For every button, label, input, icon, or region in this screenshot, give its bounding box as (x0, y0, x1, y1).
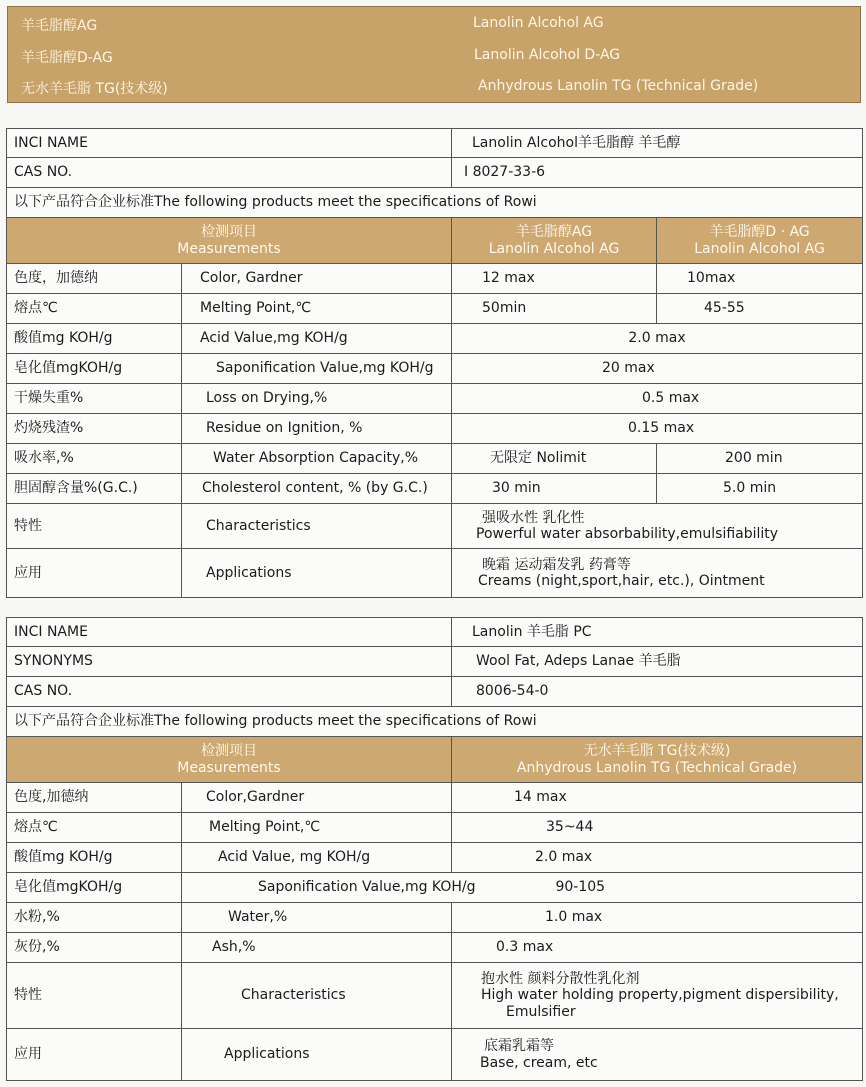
spec-note: 以下产品符合企业标准The following products meet the specifications of Rowi (7, 707, 863, 737)
row-label-en: Color,Gardner (182, 783, 452, 813)
row-label-cn: 水粉,% (7, 903, 182, 933)
spec-note: 以下产品符合企业标准The following products meet the specifications of Rowi (7, 188, 863, 218)
row-value: 12 max (452, 264, 657, 294)
row-label-cn: 灰份,% (7, 933, 182, 963)
measurements-header-en: Measurements (177, 240, 281, 257)
table-row (7, 783, 863, 813)
row-en-and-value (182, 873, 863, 903)
table-row (7, 384, 863, 414)
inci-name-label: INCI NAME (7, 129, 452, 158)
measurements-header-cn: 检测项目 (201, 743, 257, 760)
characteristics-label-en: Characteristics (182, 963, 452, 1029)
synonyms-label: SYNONYMS (7, 647, 452, 677)
row-value: 35~44 (452, 813, 863, 843)
applications-label-cn: 应用 (7, 549, 182, 598)
banner-cn-2: 羊毛脂醇D-AG (21, 50, 113, 66)
row-value: 5.0 min (657, 474, 863, 504)
inci-name-label: INCI NAME (7, 618, 452, 647)
applications-value-en: Base, cream, etc (480, 1054, 598, 1071)
table-row (7, 933, 863, 963)
lanolin-alcohol-spec-table (6, 128, 863, 598)
characteristics-value (452, 963, 863, 1029)
row-value: 10max (657, 264, 863, 294)
table-row (7, 963, 863, 1029)
row-label-en: Water Absorption Capacity,% (182, 444, 452, 474)
row-value: 20 max (452, 354, 863, 384)
row-value: 1.0 max (452, 903, 863, 933)
characteristics-value-en-2: Emulsifier (506, 1003, 576, 1020)
characteristics-label-en: Characteristics (182, 504, 452, 549)
col1-header-cn: 羊毛脂醇AG (515, 224, 593, 241)
row-label-en: Ash,% (182, 933, 452, 963)
row-label-cn: 皂化值mgKOH/g (7, 354, 182, 384)
col-header-cn: 无水羊毛脂 TG(技术级) (583, 743, 731, 760)
product-banner (7, 6, 861, 103)
row-label-cn: 熔点℃ (7, 813, 182, 843)
row-label-en: Color, Gardner (182, 264, 452, 294)
row-value: 2.0 max (452, 324, 863, 354)
characteristics-label-cn: 特性 (7, 963, 182, 1029)
cas-no-label: CAS NO. (7, 158, 452, 188)
row-value: 90-105 (555, 879, 606, 896)
table-row (7, 264, 863, 294)
table-row (7, 843, 863, 873)
row-value: 50min (452, 294, 657, 324)
row-label-en: Acid Value, mg KOH/g (182, 843, 452, 873)
table-row (7, 1029, 863, 1081)
table-row (7, 903, 863, 933)
table-row (7, 873, 863, 903)
banner-en-3: Anhydrous Lanolin TG (Technical Grade) (478, 78, 759, 94)
table-header-row (7, 737, 863, 783)
banner-en-2: Lanolin Alcohol D-AG (474, 47, 621, 63)
table-row (7, 444, 863, 474)
table-row (7, 549, 863, 598)
row-label-en: Saponification Value,mg KOH/g (258, 879, 476, 896)
characteristics-label-cn: 特性 (7, 504, 182, 549)
characteristics-value-cn: 强吸水性 乳化性 (482, 509, 585, 526)
row-label-en: Melting Point,℃ (182, 813, 452, 843)
row-label-cn: 吸水率,% (7, 444, 182, 474)
row-label-cn: 熔点℃ (7, 294, 182, 324)
measurements-header (7, 737, 452, 783)
cas-no-value: I 8027-33-6 (452, 158, 863, 188)
applications-value-en: Creams (night,sport,hair, etc.), Ointment (478, 573, 765, 589)
applications-label-en: Applications (182, 549, 452, 598)
row-label-cn: 灼烧残渣% (7, 414, 182, 444)
inci-name-value: Lanolin 羊毛脂 PC (452, 618, 863, 647)
applications-value (452, 549, 863, 598)
row-label-en: Cholesterol content, % (by G.C.) (182, 474, 452, 504)
row-label-cn: 皂化值mgKOH/g (7, 873, 182, 903)
applications-label-cn: 应用 (7, 1029, 182, 1081)
cas-no-value: 8006-54-0 (452, 677, 863, 707)
characteristics-value-en: High water holding property,pigment dispersibility, (481, 987, 839, 1004)
col2-header-en: Lanolin Alcohol AG (694, 240, 825, 257)
row-value: 0.15 max (452, 414, 863, 444)
row-label-cn: 色度，加德纳 (7, 264, 182, 294)
row-value: 30 min (452, 474, 657, 504)
row-label-cn: 酸值mg KOH/g (7, 324, 182, 354)
measurements-header-cn: 检测项目 (201, 224, 257, 241)
row-value: 2.0 max (452, 843, 863, 873)
row-label-cn: 干燥失重% (7, 384, 182, 414)
row-label-en: Residue on Ignition, % (182, 414, 452, 444)
applications-value (452, 1029, 863, 1081)
col-lanolin-alcohol-dag-header (657, 218, 863, 264)
inci-name-value: Lanolin Alcohol羊毛脂醇 羊毛醇 (452, 129, 863, 158)
applications-label-en: Applications (182, 1029, 452, 1081)
characteristics-value-cn: 抱水性 颜料分散性乳化剂 (481, 971, 640, 988)
cas-no-label: CAS NO. (7, 677, 452, 707)
characteristics-value (452, 504, 863, 549)
table-row (7, 294, 863, 324)
measurements-header-en: Measurements (177, 759, 281, 776)
table-row (7, 354, 863, 384)
row-value: 0.3 max (452, 933, 863, 963)
table-row (7, 474, 863, 504)
table-row (7, 813, 863, 843)
col1-header-en: Lanolin Alcohol AG (488, 240, 620, 257)
row-value: 200 min (657, 444, 863, 474)
table-row (7, 414, 863, 444)
measurements-header (7, 218, 452, 264)
row-label-en: Acid Value,mg KOH/g (182, 324, 452, 354)
characteristics-value-en: Powerful water absorbability,emulsifiability (476, 526, 779, 542)
row-label-en: Water,% (182, 903, 452, 933)
table-header-row (7, 218, 863, 264)
col2-header-cn: 羊毛脂醇D · AG (709, 224, 810, 241)
row-label-en: Loss on Drying,% (182, 384, 452, 414)
banner-cn-1: 羊毛脂醇AG (21, 18, 98, 34)
synonyms-value: Wool Fat, Adeps Lanae 羊毛脂 (452, 647, 863, 677)
table-row (7, 324, 863, 354)
row-label-cn: 胆固醇含量%(G.C.) (7, 474, 182, 504)
col-anhydrous-lanolin-header (452, 737, 863, 783)
row-value: 0.5 max (452, 384, 863, 414)
row-label-en: Melting Point,℃ (182, 294, 452, 324)
applications-value-cn: 晚霜 运动霜发乳 药膏等 (482, 556, 631, 573)
col-lanolin-alcohol-ag-header (452, 218, 657, 264)
banner-en-1: Lanolin Alcohol AG (473, 15, 604, 31)
row-value: 无限定 Nolimit (452, 444, 657, 474)
row-value: 45-55 (657, 294, 863, 324)
banner-cn-3: 无水羊毛脂 TG(技术级) (21, 81, 168, 97)
anhydrous-lanolin-spec-table (6, 617, 863, 1081)
row-label-en: Saponification Value,mg KOH/g (182, 354, 452, 384)
row-label-cn: 酸值mg KOH/g (7, 843, 182, 873)
row-label-cn: 色度,加德纳 (7, 783, 182, 813)
applications-value-cn: 底霜乳霜等 (484, 1038, 554, 1055)
row-value: 14 max (452, 783, 863, 813)
col-header-en: Anhydrous Lanolin TG (Technical Grade) (516, 759, 798, 776)
table-row (7, 504, 863, 549)
